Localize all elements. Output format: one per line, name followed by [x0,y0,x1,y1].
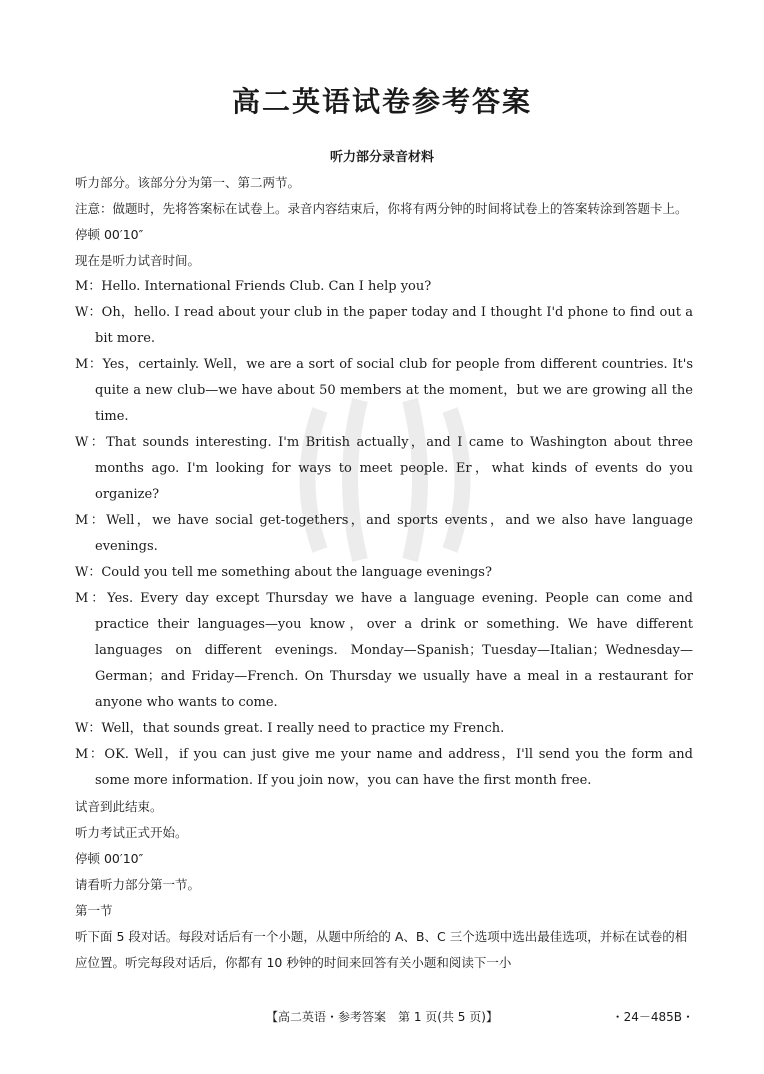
section-subtitle: 听力部分录音材料 [329,150,434,165]
paragraph: 第一节 [75,903,113,918]
footer-page-info: 【高二英语・参考答案 第 1 页(共 5 页)】 [266,1010,498,1024]
paragraph: 停顿 00′10″ [75,227,144,242]
dialogue-line: M：Hello. International Friends Club. Can I help you? [75,279,432,294]
paragraph: 试音到此结束。 [75,799,163,814]
dialogue-line: W：Could you tell me something about the language evenings? [75,565,492,580]
document-body [75,170,693,976]
dialogue-line: M：Yes，certainly. Well，we are a sort of social club for people from different countries. It's quite a new club—we have about 50 members at the moment，but we are growing all the time. [75,357,693,424]
paragraph: 听下面 5 段对话。每段对话后有一个小题，从题中所给的 A、B、C 三个选项中选出最佳选项，并标在试卷的相应位置。听完每段对话后，你都有 10 秒钟的时间来回答有关小题和阅读下一小 [75,929,688,970]
paragraph: 现在是听力试音时间。 [75,253,201,268]
dialogue-line: W：Well，that sounds great. I really need to practice my French. [75,721,505,736]
dialogue-line: M：Well，we have social get-togethers，and sports events，and we also have language evenings. [75,513,693,554]
page-title: 高二英语试卷参考答案 [231,85,532,118]
paragraph: 停顿 00′10″ [75,851,144,866]
dialogue-line: M：Yes. Every day except Thursday we have a language evening. People can come and practice their languages—you know，over a drink or something. We have different languages on different evenings. Monday—Spanish；Tuesday—Italian；Wednesday—German；and Friday—French. On Thursday we usually have a meal in a restaurant for anyone who wants to come. [75,591,693,710]
paragraph: 听力考试正式开始。 [75,825,188,840]
dialogue-line: M：OK. Well，if you can just give me your name and address，I'll send you the form and some more information. If you join now，you can have the first month free. [75,747,693,788]
footer-code: ・24－485B・ [611,1010,694,1024]
paragraph: 注意：做题时，先将答案标在试卷上。录音内容结束后，你将有两分钟的时间将试卷上的答案转涂到答题卡上。 [75,201,688,216]
paragraph: 请看听力部分第一节。 [75,877,201,892]
paragraph: 听力部分。该部分分为第一、第二两节。 [75,175,301,190]
dialogue-line: W：Oh，hello. I read about your club in the paper today and I thought I'd phone to find out a bit more. [75,305,693,346]
dialogue-line: W：That sounds interesting. I'm British actually，and I came to Washington about three months ago. I'm looking for ways to meet people. Er，what kinds of events do you organize? [75,435,693,502]
